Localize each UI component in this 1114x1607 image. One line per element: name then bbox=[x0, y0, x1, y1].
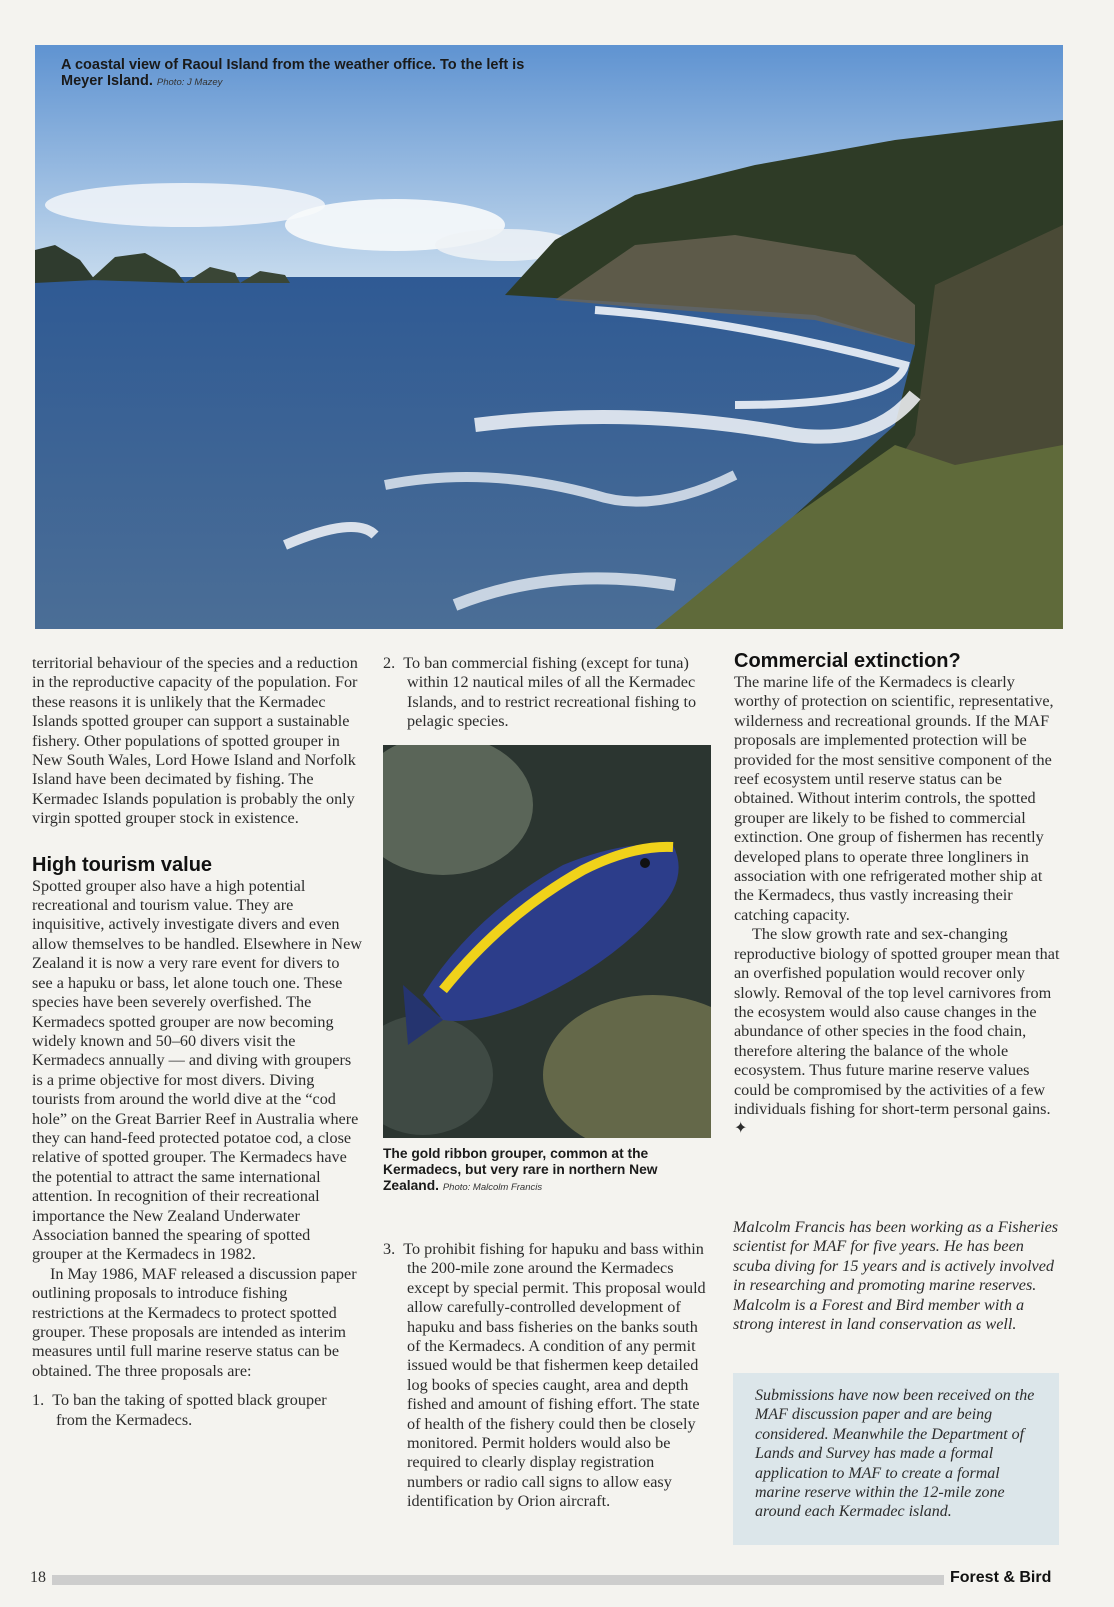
col1-paragraph-1: territorial behaviour of the species and a reduction in the reproductive capacity of the population. For these reasons it is unlikely that the Kermadec Islands spotted grouper can support a sustainable fishery. Other populations of spotted grouper in New South Wales, Lord Howe Island and Norfolk Island have been decimated by fishing. The Kermadec Islands population is probably the only virgin spotted grouper stock in existence. bbox=[32, 654, 358, 828]
col1-paragraph-3: In May 1986, MAF released a discussion paper outlining proposals to introduce fishing restrictions at the Kermadecs to protect spotted grouper. These proposals are intended as interim measures until full marine reserve status can be obtained. The three proposals are: bbox=[32, 1264, 357, 1380]
gold-ribbon-grouper-photo bbox=[383, 745, 711, 1138]
grouper-fish-illustration bbox=[383, 745, 711, 1138]
fish-photo-credit: Photo: Malcolm Francis bbox=[442, 1182, 543, 1193]
top-photo-credit: Photo: J Mazey bbox=[156, 77, 223, 88]
page-number: 18 bbox=[30, 1569, 46, 1586]
author-bio: Malcolm Francis has been working as a Fisheries scientist for MAF for five years. He has been scuba diving for 15 years and is actively involved in researching and promoting marine reserves. Malcolm is a Forest and Bird member with a strong interest in land conservation as well. bbox=[733, 1218, 1059, 1334]
submissions-box: Submissions have now been received on the MAF discussion paper and are being considered. Meanwhile the Department of Lands and Survey has made a formal application to MAF to create a formal marine reserve within the 12-mile zone around each Kermadec island. bbox=[733, 1373, 1059, 1545]
proposal-3: 3. To prohibit fishing for hapuku and bass within the 200-mile zone around the Kermadecs except by special permit. This proposal would allow carefully-controlled development of hapuku and bass fisheries on the banks south of the Kermadecs. A condition of any permit issued would be that fishermen keep detailed log books of species caught, area and depth fished and amount of fishing effort. The state of health of the fishery could then be closely monitored. Permit holders would also be required to clearly display registration numbers or radio call signs to allow easy identification by Orion aircraft. bbox=[383, 1240, 706, 1511]
footer-rule bbox=[52, 1575, 944, 1585]
column-1 bbox=[32, 654, 362, 1430]
col1-paragraph-2: Spotted grouper also have a high potential recreational and tourism value. They are inquisitive, actively investigate divers and even allow themselves to be handled. Elsewhere in New Zealand it is now a very rare event for divers to see a hapuku or bass, let alone touch one. These species have been severely overfished. The Kermadecs spotted grouper are now becoming widely known and 50–60 divers visit the Kermadecs annually — and diving with groupers is a prime objective for most divers. Diving tourists from around the world dive at the “cod hole” on the Great Barrier Reef in Australia where they can hand-feed protected potatoe cod, a close relative of spotted grouper. The Kermadecs have the potential to attract the same international attention. In recognition of their recreational importance the New Zealand Underwater Association banned the spearing of spotted grouper at the Kermadecs in 1982. bbox=[32, 876, 362, 1264]
top-photo-caption-text: A coastal view of Raoul Island from the weather office. To the left is Meyer Island. bbox=[61, 57, 525, 89]
col3-paragraph-2-text: The slow growth rate and sex-changing reproductive biology of spotted grouper mean that an overfished population would recover only slowly. Removal of the top level carnivores from the ecosystem would also cause changes in the abundance of other species in the food chain, therefore altering the balance of the whole ecosystem. Thus future marine reserve values could be compromised by the activities of a few individuals fishing for short-term personal gains. bbox=[734, 925, 1060, 1118]
high-tourism-heading: High tourism value bbox=[32, 853, 213, 876]
coastline-illustration bbox=[35, 45, 1063, 629]
raoul-island-photo bbox=[35, 45, 1063, 629]
proposal-1: 1. To ban the taking of spotted black grouper from the Kermadecs. bbox=[32, 1391, 327, 1429]
column-2 bbox=[383, 654, 713, 732]
fish-photo-caption bbox=[383, 1146, 713, 1196]
bird-end-mark-icon: ✦ bbox=[734, 1119, 748, 1138]
col3-paragraph-1: The marine life of the Kermadecs is clearly worthy of protection on scientific, representative, wilderness and recreational grounds. If the MAF proposals are implemented protection will be provided for the most sensitive component of the reef ecosystem until reserve status can be obtained. Without interim controls, the spotted grouper are likely to be fished to commercial extinction. One group of fishermen has recently developed plans to operate three longliners in association with one refrigerated mother ship at the Kermadecs, thus vastly increasing their catching capacity. bbox=[734, 673, 1054, 924]
proposal-2: 2. To ban commercial fishing (except for tuna) within 12 nautical miles of all the Kermadec Islands, and to restrict recreational fishing to pelagic species. bbox=[383, 654, 697, 731]
magazine-brand: Forest & Bird bbox=[950, 1569, 1052, 1586]
fish-photo-caption-text: The gold ribbon grouper, common at the Kermadecs, but very rare in northern New Zealand. bbox=[383, 1146, 658, 1193]
column-2-lower bbox=[383, 1240, 713, 1512]
col3-paragraph-2 bbox=[734, 925, 1064, 1138]
commercial-extinction-heading: Commercial extinction? bbox=[734, 650, 961, 672]
top-photo-caption bbox=[61, 57, 531, 91]
column-3 bbox=[734, 649, 1064, 1139]
